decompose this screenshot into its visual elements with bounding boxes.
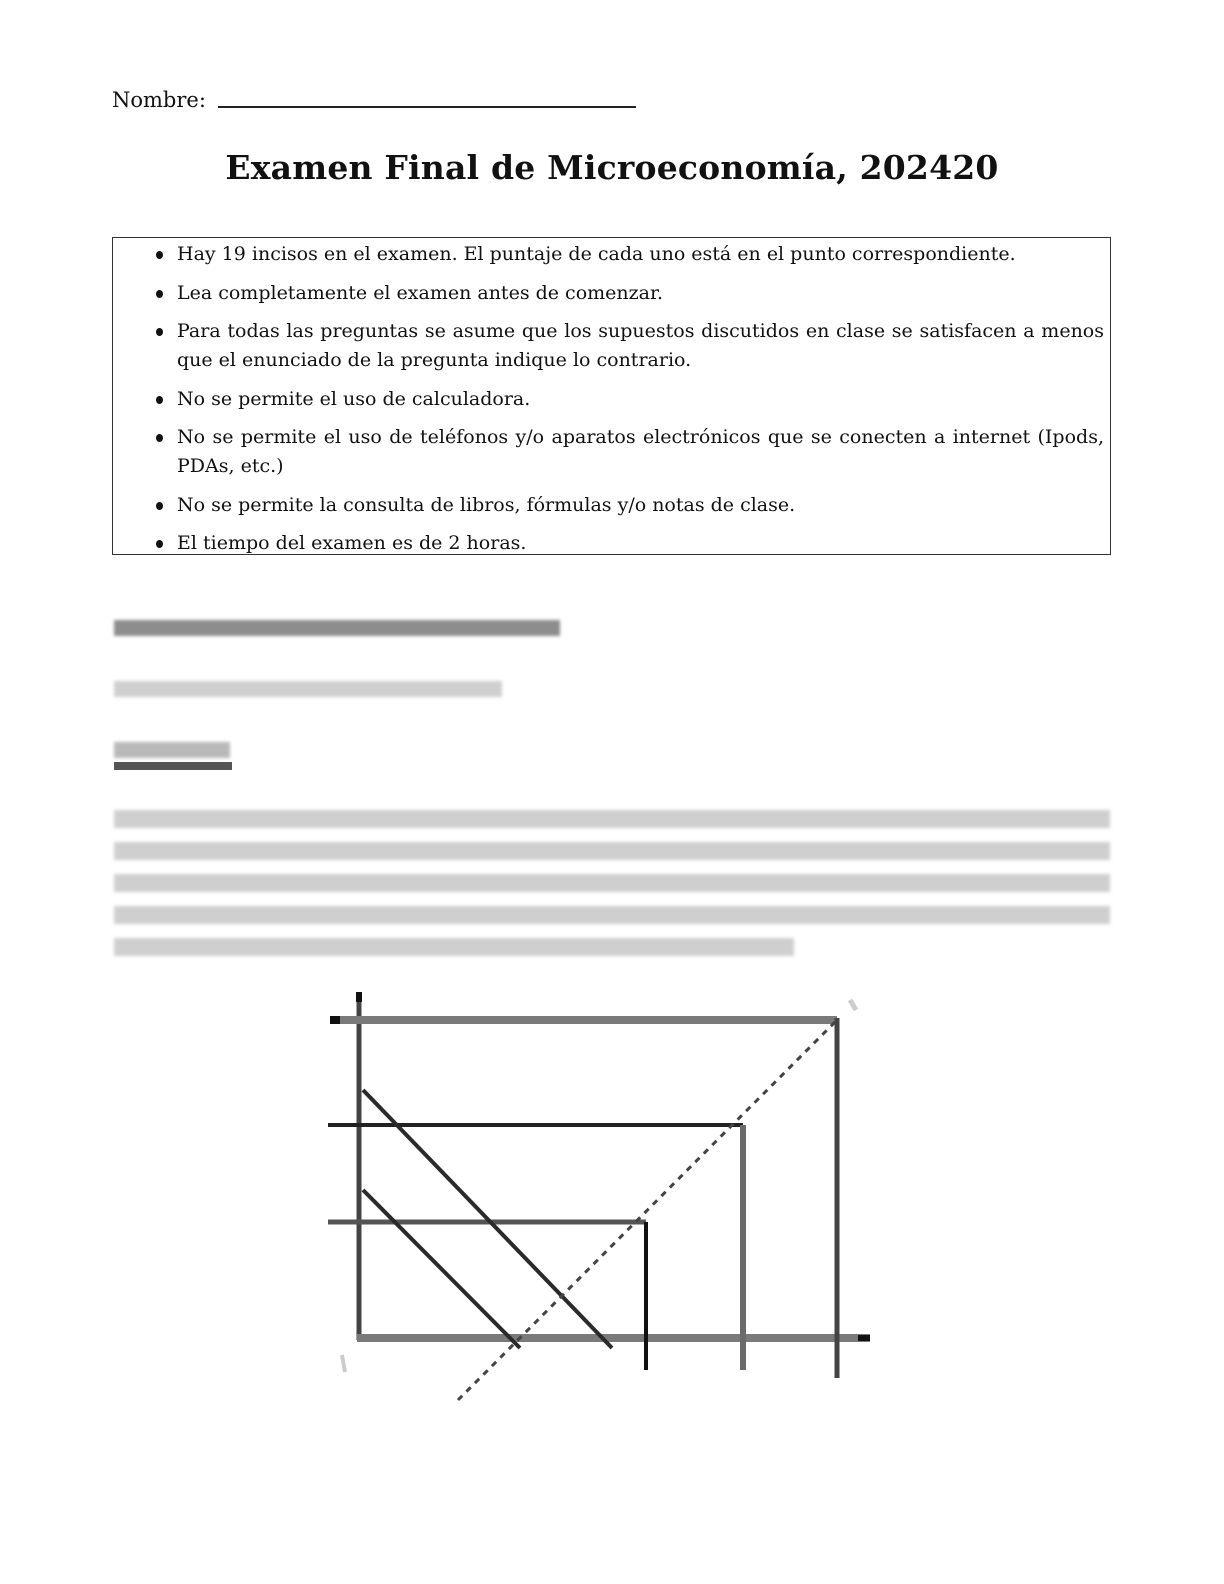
edgeworth-box-diagram — [310, 970, 900, 1410]
name-row — [112, 88, 636, 112]
origin-b-mark — [850, 1000, 856, 1010]
instruction-item: Lea completamente el examen antes de comenzar. — [155, 279, 1104, 308]
redacted-section-intro — [114, 681, 502, 697]
name-input-line[interactable] — [218, 106, 636, 108]
instruction-item: El tiempo del examen es de 2 horas. — [155, 529, 1104, 558]
redacted-paragraph-line — [114, 810, 1110, 828]
instruction-item: No se permite el uso de calculadora. — [155, 385, 1104, 414]
redacted-section-heading — [114, 620, 560, 636]
question-heading-underline — [114, 762, 232, 770]
instruction-item: Para todas las preguntas se asume que los supuestos discutidos en clase se satisfacen a menos que el enunciado de la pregunta indique lo contrario. — [155, 317, 1104, 375]
origin-a-mark — [342, 1355, 345, 1372]
instruction-item: No se permite el uso de teléfonos y/o aparatos electrónicos que se conecten a internet (Ipods, PDAs, etc.) — [155, 423, 1104, 481]
redacted-paragraph-line — [114, 842, 1110, 860]
indifference-line-lower — [363, 1190, 520, 1348]
indifference-line-upper — [363, 1090, 612, 1348]
instructions-list — [155, 240, 1104, 568]
name-label: Nombre: — [112, 88, 206, 112]
redacted-paragraph-line — [114, 874, 1110, 892]
redacted-paragraph-line — [114, 906, 1110, 924]
redacted-paragraph-line — [114, 938, 794, 956]
instruction-item: No se permite la consulta de libros, fórmulas y/o notas de clase. — [155, 491, 1104, 520]
redacted-question-heading — [114, 742, 230, 758]
exam-title: Examen Final de Microeconomía, 202420 — [225, 148, 999, 187]
instructions-box — [112, 237, 1111, 555]
instruction-item: Hay 19 incisos en el examen. El puntaje de cada uno está en el punto correspondiente. — [155, 240, 1104, 269]
